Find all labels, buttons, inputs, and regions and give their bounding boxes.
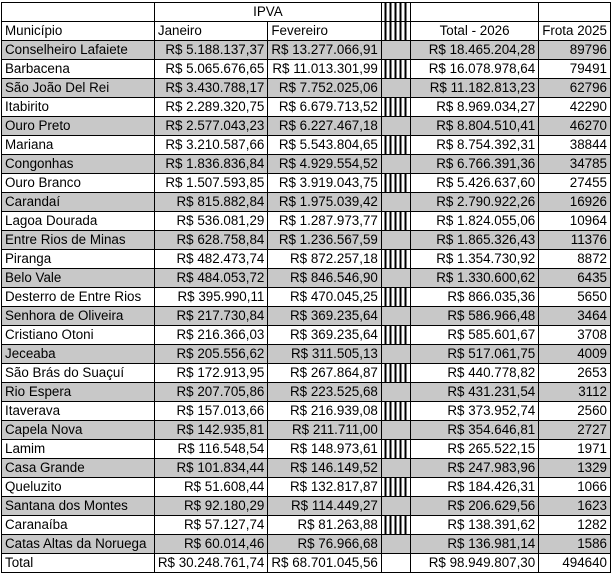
cell-fevereiro[interactable]: R$ 7.752.025,06 [268, 79, 381, 98]
totals-total[interactable]: R$ 98.949.807,30 [410, 554, 538, 573]
cell-fevereiro[interactable]: R$ 846.546,90 [268, 269, 381, 288]
table-row [2, 364, 611, 383]
cell-janeiro[interactable]: R$ 3.210.587,66 [154, 136, 267, 155]
hidden-columns-marker[interactable] [381, 136, 410, 155]
hidden-columns-marker[interactable] [381, 98, 410, 117]
table-row [2, 440, 611, 459]
table-row [2, 41, 611, 60]
cell-janeiro[interactable]: R$ 5.188.137,37 [154, 41, 267, 60]
cell-municipio[interactable]: Congonhas [2, 155, 155, 174]
cell-municipio[interactable]: Itaverava [2, 402, 155, 421]
cell-fevereiro[interactable]: R$ 311.505,13 [268, 345, 381, 364]
cell-frota[interactable]: 8872 [539, 250, 611, 269]
cell-total[interactable]: R$ 8.754.392,31 [410, 136, 538, 155]
cell-janeiro[interactable]: R$ 51.608,44 [154, 478, 267, 497]
cell-frota[interactable]: 16926 [539, 193, 611, 212]
hidden-columns-marker[interactable] [381, 269, 410, 288]
cell-frota[interactable]: 89796 [539, 41, 611, 60]
hidden-columns-marker[interactable] [381, 212, 410, 231]
totals-label[interactable]: Total [2, 554, 155, 573]
totals-fevereiro[interactable]: R$ 68.701.045,56 [268, 554, 381, 573]
cell-janeiro[interactable]: R$ 482.473,74 [154, 250, 267, 269]
table-row [2, 250, 611, 269]
title-row [2, 3, 611, 22]
table-row [2, 98, 611, 117]
cell-frota[interactable]: 46270 [539, 117, 611, 136]
cell-janeiro[interactable]: R$ 628.758,84 [154, 231, 267, 250]
hidden-columns-marker[interactable] [381, 193, 410, 212]
cell-total[interactable]: R$ 18.465.204,28 [410, 41, 538, 60]
table-row [2, 421, 611, 440]
table-row [2, 212, 611, 231]
hidden-columns-marker[interactable] [381, 60, 410, 79]
table-row [2, 79, 611, 98]
cell-janeiro[interactable]: R$ 1.836.836,84 [154, 155, 267, 174]
table-row [2, 288, 611, 307]
cell-frota[interactable]: 5650 [539, 288, 611, 307]
cell-fevereiro[interactable]: R$ 4.929.554,52 [268, 155, 381, 174]
cell-frota[interactable]: 2727 [539, 421, 611, 440]
cell-municipio[interactable]: Barbacena [2, 60, 155, 79]
hidden-columns-marker[interactable] [381, 459, 410, 478]
cell-janeiro[interactable]: R$ 205.556,62 [154, 345, 267, 364]
cell-municipio[interactable]: Belo Vale [2, 269, 155, 288]
cell-fevereiro[interactable]: R$ 11.013.301,99 [268, 60, 381, 79]
cell-total[interactable]: R$ 585.601,67 [410, 326, 538, 345]
hidden-columns-marker[interactable] [381, 41, 410, 60]
table-row [2, 478, 611, 497]
cell-janeiro[interactable]: R$ 1.507.593,85 [154, 174, 267, 193]
cell-frota[interactable]: 42290 [539, 98, 611, 117]
cell-janeiro[interactable]: R$ 57.127,74 [154, 516, 267, 535]
hidden-columns-marker[interactable] [381, 326, 410, 345]
cell-total[interactable]: R$ 440.778,82 [410, 364, 538, 383]
cell-total[interactable]: R$ 5.426.637,60 [410, 174, 538, 193]
cell-municipio[interactable]: Cristiano Otoni [2, 326, 155, 345]
cell-municipio[interactable]: Queluzito [2, 478, 155, 497]
header-total[interactable]: Total - 2026 [410, 22, 538, 41]
cell-fevereiro[interactable]: R$ 146.149,52 [268, 459, 381, 478]
cell-janeiro[interactable]: R$ 395.990,11 [154, 288, 267, 307]
cell-fevereiro[interactable]: R$ 148.973,61 [268, 440, 381, 459]
cell-municipio[interactable]: Ouro Preto [2, 117, 155, 136]
cell-total[interactable]: R$ 8.969.034,27 [410, 98, 538, 117]
cell-total[interactable]: R$ 8.804.510,41 [410, 117, 538, 136]
hidden-columns-marker[interactable] [381, 79, 410, 98]
cell-frota[interactable]: 62796 [539, 79, 611, 98]
cell-municipio[interactable]: Catas Altas da Noruega [2, 535, 155, 554]
cell-total[interactable]: R$ 1.354.730,92 [410, 250, 538, 269]
cell-frota[interactable]: 2560 [539, 402, 611, 421]
cell-frota[interactable]: 38844 [539, 136, 611, 155]
table-row [2, 535, 611, 554]
cell-janeiro[interactable]: R$ 116.548,54 [154, 440, 267, 459]
cell-municipio[interactable]: Jeceaba [2, 345, 155, 364]
cell-municipio[interactable]: Piranga [2, 250, 155, 269]
cell-fevereiro[interactable]: R$ 6.227.467,18 [268, 117, 381, 136]
cell-fevereiro[interactable]: R$ 81.263,88 [268, 516, 381, 535]
cell-total[interactable]: R$ 517.061,75 [410, 345, 538, 364]
hidden-columns-marker[interactable] [381, 3, 410, 22]
cell-total[interactable]: R$ 1.865.326,43 [410, 231, 538, 250]
hidden-columns-marker[interactable] [381, 478, 410, 497]
table-row [2, 117, 611, 136]
cell-municipio[interactable]: Capela Nova [2, 421, 155, 440]
cell-janeiro[interactable]: R$ 484.053,72 [154, 269, 267, 288]
table-row [2, 459, 611, 478]
totals-frota[interactable]: 494640 [539, 554, 611, 573]
cell-fevereiro[interactable]: R$ 1.287.973,77 [268, 212, 381, 231]
title-right-blank-2[interactable] [539, 3, 611, 22]
hidden-columns-marker[interactable] [381, 383, 410, 402]
cell-total[interactable]: R$ 247.983,96 [410, 459, 538, 478]
table-row [2, 326, 611, 345]
cell-total[interactable]: R$ 206.629,56 [410, 497, 538, 516]
cell-janeiro[interactable]: R$ 3.430.788,17 [154, 79, 267, 98]
title-right-blank-1[interactable] [410, 3, 538, 22]
cell-total[interactable]: R$ 265.522,15 [410, 440, 538, 459]
cell-frota[interactable]: 6435 [539, 269, 611, 288]
cell-fevereiro[interactable]: R$ 3.919.043,75 [268, 174, 381, 193]
cell-total[interactable]: R$ 354.646,81 [410, 421, 538, 440]
hidden-columns-marker[interactable] [381, 288, 410, 307]
table-row [2, 307, 611, 326]
header-janeiro[interactable]: Janeiro [154, 22, 267, 41]
cell-janeiro[interactable]: R$ 101.834,44 [154, 459, 267, 478]
cell-fevereiro[interactable]: R$ 13.277.066,91 [268, 41, 381, 60]
cell-municipio[interactable]: Caranaíba [2, 516, 155, 535]
cell-fevereiro[interactable]: R$ 1.975.039,42 [268, 193, 381, 212]
cell-municipio[interactable]: São João Del Rei [2, 79, 155, 98]
hidden-columns-marker[interactable] [381, 231, 410, 250]
cell-total[interactable]: R$ 136.981,14 [410, 535, 538, 554]
table-row [2, 497, 611, 516]
cell-municipio[interactable]: Lamim [2, 440, 155, 459]
table-row [2, 516, 611, 535]
cell-janeiro[interactable]: R$ 60.014,46 [154, 535, 267, 554]
cell-total[interactable]: R$ 1.330.600,62 [410, 269, 538, 288]
cell-janeiro[interactable]: R$ 217.730,84 [154, 307, 267, 326]
cell-municipio[interactable]: São Brás do Suaçuí [2, 364, 155, 383]
cell-municipio[interactable]: Itabirito [2, 98, 155, 117]
cell-frota[interactable]: 4009 [539, 345, 611, 364]
hidden-columns-marker[interactable] [381, 421, 410, 440]
cell-fevereiro[interactable]: R$ 1.236.567,59 [268, 231, 381, 250]
cell-frota[interactable]: 10964 [539, 212, 611, 231]
cell-fevereiro[interactable]: R$ 267.864,87 [268, 364, 381, 383]
table-row [2, 383, 611, 402]
hidden-columns-marker[interactable] [381, 307, 410, 326]
cell-total[interactable]: R$ 16.078.978,64 [410, 60, 538, 79]
cell-total[interactable]: R$ 1.824.055,06 [410, 212, 538, 231]
cell-total[interactable]: R$ 431.231,54 [410, 383, 538, 402]
hidden-columns-marker[interactable] [381, 402, 410, 421]
cell-janeiro[interactable]: R$ 2.577.043,23 [154, 117, 267, 136]
cell-janeiro[interactable]: R$ 157.013,66 [154, 402, 267, 421]
cell-frota[interactable]: 11376 [539, 231, 611, 250]
table-row [2, 193, 611, 212]
cell-janeiro[interactable]: R$ 142.935,81 [154, 421, 267, 440]
cell-fevereiro[interactable]: R$ 216.939,08 [268, 402, 381, 421]
cell-janeiro[interactable]: R$ 5.065.676,65 [154, 60, 267, 79]
cell-frota[interactable]: 3464 [539, 307, 611, 326]
totals-janeiro[interactable]: R$ 30.248.761,74 [154, 554, 267, 573]
cell-total[interactable]: R$ 586.966,48 [410, 307, 538, 326]
cell-janeiro[interactable]: R$ 216.366,03 [154, 326, 267, 345]
table-row [2, 269, 611, 288]
header-fevereiro[interactable]: Fevereiro [268, 22, 381, 41]
hidden-columns-marker[interactable] [381, 250, 410, 269]
cell-total[interactable]: R$ 184.426,31 [410, 478, 538, 497]
cell-total[interactable]: R$ 11.182.813,23 [410, 79, 538, 98]
cell-frota[interactable]: 1971 [539, 440, 611, 459]
header-row [2, 22, 611, 41]
cell-municipio[interactable]: Entre Rios de Minas [2, 231, 155, 250]
cell-total[interactable]: R$ 2.790.922,26 [410, 193, 538, 212]
cell-fevereiro[interactable]: R$ 872.257,18 [268, 250, 381, 269]
hidden-columns-marker[interactable] [381, 22, 410, 41]
header-municipio[interactable]: Município [2, 22, 155, 41]
cell-frota[interactable]: 1329 [539, 459, 611, 478]
cell-total[interactable]: R$ 866.035,36 [410, 288, 538, 307]
cell-municipio[interactable]: Casa Grande [2, 459, 155, 478]
cell-municipio[interactable]: Rio Espera [2, 383, 155, 402]
cell-janeiro[interactable]: R$ 92.180,29 [154, 497, 267, 516]
sheet-title[interactable]: IPVA [154, 3, 381, 22]
cell-janeiro[interactable]: R$ 172.913,95 [154, 364, 267, 383]
table-row [2, 231, 611, 250]
cell-frota[interactable]: 1066 [539, 478, 611, 497]
cell-municipio[interactable]: Senhora de Oliveira [2, 307, 155, 326]
cell-total[interactable]: R$ 6.766.391,36 [410, 155, 538, 174]
hidden-columns-marker[interactable] [381, 117, 410, 136]
table-row [2, 345, 611, 364]
cell-fevereiro[interactable]: R$ 114.449,27 [268, 497, 381, 516]
cell-municipio[interactable]: Ouro Branco [2, 174, 155, 193]
hidden-columns-marker[interactable] [381, 174, 410, 193]
table-body [2, 41, 611, 554]
cell-fevereiro[interactable]: R$ 369.235,64 [268, 307, 381, 326]
cell-frota[interactable]: 34785 [539, 155, 611, 174]
cell-fevereiro[interactable]: R$ 369.235,64 [268, 326, 381, 345]
title-left-blank[interactable] [2, 3, 155, 22]
cell-frota[interactable]: 3112 [539, 383, 611, 402]
hidden-columns-marker[interactable] [381, 364, 410, 383]
cell-frota[interactable]: 2653 [539, 364, 611, 383]
hidden-columns-marker[interactable] [381, 535, 410, 554]
cell-fevereiro[interactable]: R$ 6.679.713,52 [268, 98, 381, 117]
cell-municipio[interactable]: Santana dos Montes [2, 497, 155, 516]
cell-fevereiro[interactable]: R$ 223.525,68 [268, 383, 381, 402]
cell-frota[interactable]: 27455 [539, 174, 611, 193]
hidden-columns-marker[interactable] [381, 155, 410, 174]
table-row [2, 60, 611, 79]
table-row [2, 155, 611, 174]
hidden-columns-marker[interactable] [381, 345, 410, 364]
cell-janeiro[interactable]: R$ 815.882,84 [154, 193, 267, 212]
cell-municipio[interactable]: Lagoa Dourada [2, 212, 155, 231]
cell-fevereiro[interactable]: R$ 132.817,87 [268, 478, 381, 497]
cell-fevereiro[interactable]: R$ 5.543.804,65 [268, 136, 381, 155]
totals-row [2, 554, 611, 573]
cell-municipio[interactable]: Mariana [2, 136, 155, 155]
hidden-columns-marker[interactable] [381, 554, 410, 573]
cell-frota[interactable]: 1623 [539, 497, 611, 516]
cell-janeiro[interactable]: R$ 2.289.320,75 [154, 98, 267, 117]
hidden-columns-marker[interactable] [381, 516, 410, 535]
cell-fevereiro[interactable]: R$ 470.045,25 [268, 288, 381, 307]
cell-frota[interactable]: 1586 [539, 535, 611, 554]
cell-fevereiro[interactable]: R$ 76.966,68 [268, 535, 381, 554]
cell-frota[interactable]: 1282 [539, 516, 611, 535]
cell-frota[interactable]: 79491 [539, 60, 611, 79]
hidden-columns-marker[interactable] [381, 497, 410, 516]
cell-janeiro[interactable]: R$ 536.081,29 [154, 212, 267, 231]
table-row [2, 402, 611, 421]
cell-municipio[interactable]: Desterro de Entre Rios [2, 288, 155, 307]
cell-total[interactable]: R$ 373.952,74 [410, 402, 538, 421]
cell-total[interactable]: R$ 138.391,62 [410, 516, 538, 535]
table-row [2, 136, 611, 155]
cell-fevereiro[interactable]: R$ 211.711,00 [268, 421, 381, 440]
cell-janeiro[interactable]: R$ 207.705,86 [154, 383, 267, 402]
table-row [2, 174, 611, 193]
ipva-table [1, 2, 611, 573]
cell-frota[interactable]: 3708 [539, 326, 611, 345]
cell-municipio[interactable]: Carandaí [2, 193, 155, 212]
header-frota[interactable]: Frota 2025 [539, 22, 611, 41]
hidden-columns-marker[interactable] [381, 440, 410, 459]
cell-municipio[interactable]: Conselheiro Lafaiete [2, 41, 155, 60]
